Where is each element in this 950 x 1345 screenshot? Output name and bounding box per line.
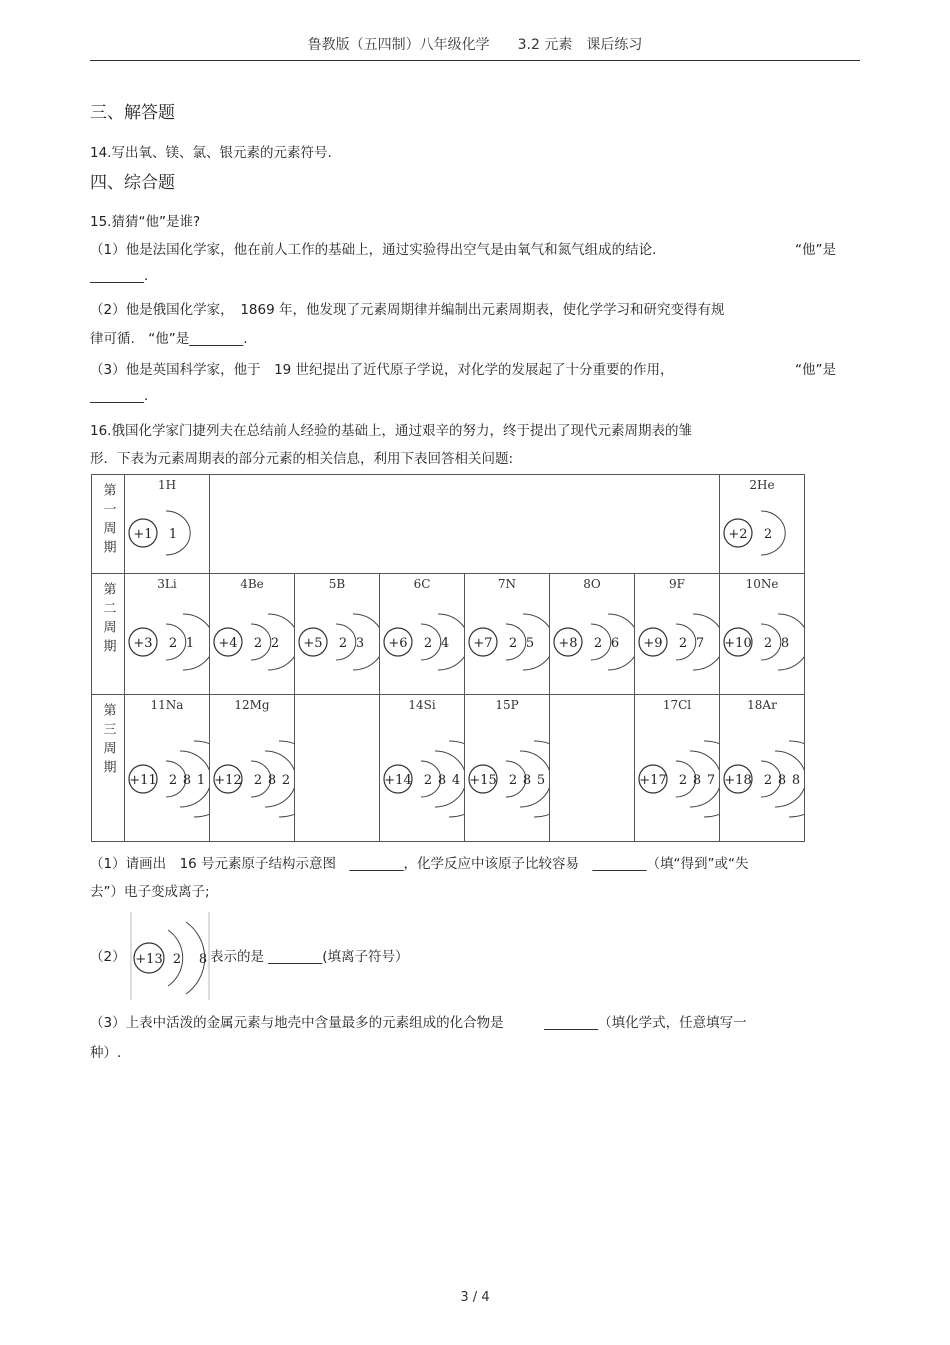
section-title-comprehensive: 四、综合题 [90,173,175,193]
atomic-structure-diagram [380,695,464,841]
nucleus-label: +11 [129,773,157,788]
period-label-cell [92,695,125,842]
question-16-3-cont: 种）. [90,1045,122,1061]
element-name: 15P [495,698,519,712]
element-cell [295,574,380,695]
atomic-structure-diagram [635,695,719,841]
question-15-1-text: （1）他是法国化学家，他在前人工作的基础上，通过实验得出空气是由氧气和氮气组成的结论. [90,242,657,258]
shell-electron-count: 8 [267,773,277,788]
section-title-answer: 三、解答题 [90,103,175,123]
question-15-1-he: “他”是 [795,242,836,258]
shell-electron-count: 6 [610,636,620,651]
element-cell [125,475,210,574]
shell-electron-count: 4 [440,636,450,651]
element-cell [635,695,720,842]
shell-electron-count: 5 [525,636,535,651]
shell-electron-count: 2 [508,773,518,788]
element-cell [210,574,295,695]
period-label: 第一周期 [100,483,116,559]
shell-electron-count: 2 [168,773,178,788]
period-label: 第三周期 [100,703,116,779]
shell-electron-count: 2 [593,636,603,651]
element-cell [550,574,635,695]
question-16-2-text: 表示的是 ________(填离子符号） [210,949,409,965]
question-16-2-prefix: （2） [90,949,126,965]
period-label-cell [92,475,125,574]
period-row [92,574,805,695]
element-cell [465,574,550,695]
shell-electron-count: 7 [695,636,705,651]
nucleus-label: +10 [724,636,752,651]
ion-shell-1-label: 2 [172,952,182,967]
element-cell [380,695,465,842]
nucleus-label: +14 [384,773,412,788]
nucleus-label: +17 [639,773,667,788]
ion-nucleus-label: +13 [135,952,163,967]
nucleus-label: +4 [218,636,238,651]
element-name: 1H [157,478,177,492]
shell-electron-count: 2 [253,636,263,651]
element-cell [210,695,295,842]
shell-electron-count: 2 [763,773,773,788]
shell-electron-count: 2 [763,527,773,542]
shell-electron-count: 2 [281,773,291,788]
element-name: 9F [669,577,685,591]
nucleus-label: +9 [643,636,663,651]
shell-electron-count: 1 [196,773,206,788]
question-16-cont: 形．下表为元素周期表的部分元素的相关信息，利用下表回答相关问题: [90,451,514,467]
element-cell [465,695,550,842]
page-header: 鲁教版（五四制）八年级化学 3.2 元素 课后练习 [307,37,643,53]
atomic-structure-diagram [380,574,464,694]
atomic-structure-diagram [210,695,294,841]
question-16: 16.俄国化学家门捷列夫在总结前人经验的基础上，通过艰辛的努力，终于提出了现代元素周期表的雏 [90,423,692,439]
element-name: 6C [413,577,431,591]
table-gap-cell [210,475,720,574]
nucleus-label: +15 [469,773,497,788]
shell-electron-count: 2 [168,636,178,651]
element-name: 7N [497,577,517,591]
element-name: 2He [749,478,775,492]
element-name: 3Li [157,577,177,591]
period-label-cell [92,574,125,695]
nucleus-label: +3 [133,636,153,651]
element-cell [720,574,805,695]
page-number: 3 / 4 [460,1290,490,1305]
shell-electron-count: 2 [338,636,348,651]
period-row [92,475,805,574]
shell-electron-count: 5 [536,773,546,788]
question-15-2-cont: 律可循. “他”是________. [90,331,248,347]
shell-electron-count: 8 [780,636,790,651]
nucleus-label: +12 [214,773,242,788]
element-name: 11Na [150,698,184,712]
shell-electron-count: 2 [678,636,688,651]
element-name: 12Mg [234,698,270,712]
period-label: 第二周期 [100,582,116,658]
question-15: 15.猜猜“他”是谁? [90,214,201,230]
shell-electron-count: 2 [423,773,433,788]
atomic-structure-diagram [720,475,804,573]
shell-electron-count: 2 [253,773,263,788]
shell-electron-count: 2 [678,773,688,788]
nucleus-label: +5 [303,636,323,651]
element-cell [635,574,720,695]
atomic-structure-diagram [295,574,379,694]
ion-structure-diagram [130,912,210,1000]
atomic-structure-diagram [210,574,294,694]
ion-shell-2-label: 8 [198,952,208,967]
question-15-2-text: （2）他是俄国化学家， 1869 年，他发现了元素周期律并编制出元素周期表，使化学学习和研究变得有规 [90,302,725,318]
shell-electron-count: 8 [437,773,447,788]
nucleus-label: +6 [388,636,408,651]
shell-electron-count: 2 [763,636,773,651]
header-divider [90,60,860,61]
atomic-structure-diagram [720,574,804,694]
shell-electron-count: 3 [355,636,365,651]
element-cell [720,475,805,574]
empty-element-cell [295,695,380,842]
nucleus-label: +8 [558,636,578,651]
shell-electron-count: 4 [451,773,461,788]
empty-element-cell [550,695,635,842]
element-name: 8O [583,577,601,591]
element-name: 17Cl [662,698,692,712]
question-15-3-he: “他”是 [795,362,836,378]
shell-electron-count: 8 [692,773,702,788]
question-15-3-blank[interactable]: ________. [90,388,149,404]
atomic-structure-diagram [125,475,209,573]
question-14: 14.写出氧、镁、氯、银元素的元素符号. [90,145,332,161]
element-cell [125,574,210,695]
element-name: 14Si [408,698,436,712]
shell-electron-count: 8 [522,773,532,788]
atomic-structure-diagram [125,695,209,841]
shell-electron-count: 2 [270,636,280,651]
atomic-structure-diagram [465,695,549,841]
element-name: 10Ne [745,577,779,591]
atomic-structure-diagram [635,574,719,694]
element-cell [720,695,805,842]
shell-electron-count: 2 [423,636,433,651]
shell-electron-count: 8 [777,773,787,788]
shell-electron-count: 1 [185,636,195,651]
shell-electron-count: 7 [706,773,716,788]
nucleus-label: +18 [724,773,752,788]
atomic-structure-diagram [465,574,549,694]
nucleus-label: +1 [133,527,153,542]
atomic-structure-diagram [125,574,209,694]
nucleus-label: +2 [728,527,748,542]
atomic-structure-diagram [720,695,804,841]
element-name: 5B [328,577,346,591]
question-16-1: （1）请画出 16 号元素原子结构示意图 ________，化学反应中该原子比较容易 ________（填“得到”或“失 [90,856,749,872]
shell-electron-count: 2 [508,636,518,651]
question-16-3: （3）上表中活泼的金属元素与地壳中含量最多的元素组成的化合物是 ________（填化学式，任意填写一 [90,1015,747,1031]
question-15-1-blank[interactable]: ________. [90,268,149,284]
element-name: 4Be [240,577,264,591]
periodic-table [91,474,805,842]
question-15-3-text: （3）他是英国科学家，他于 19 世纪提出了近代原子学说，对化学的发展起了十分重要的作用， [90,362,674,378]
element-cell [125,695,210,842]
period-row [92,695,805,842]
question-16-1-cont: 去”）电子变成离子; [90,884,210,900]
shell-electron-count: 8 [791,773,801,788]
shell-electron-count: 8 [182,773,192,788]
shell-electron-count: 1 [168,527,178,542]
element-name: 18Ar [747,698,777,712]
element-cell [380,574,465,695]
nucleus-label: +7 [473,636,493,651]
atomic-structure-diagram [550,574,634,694]
